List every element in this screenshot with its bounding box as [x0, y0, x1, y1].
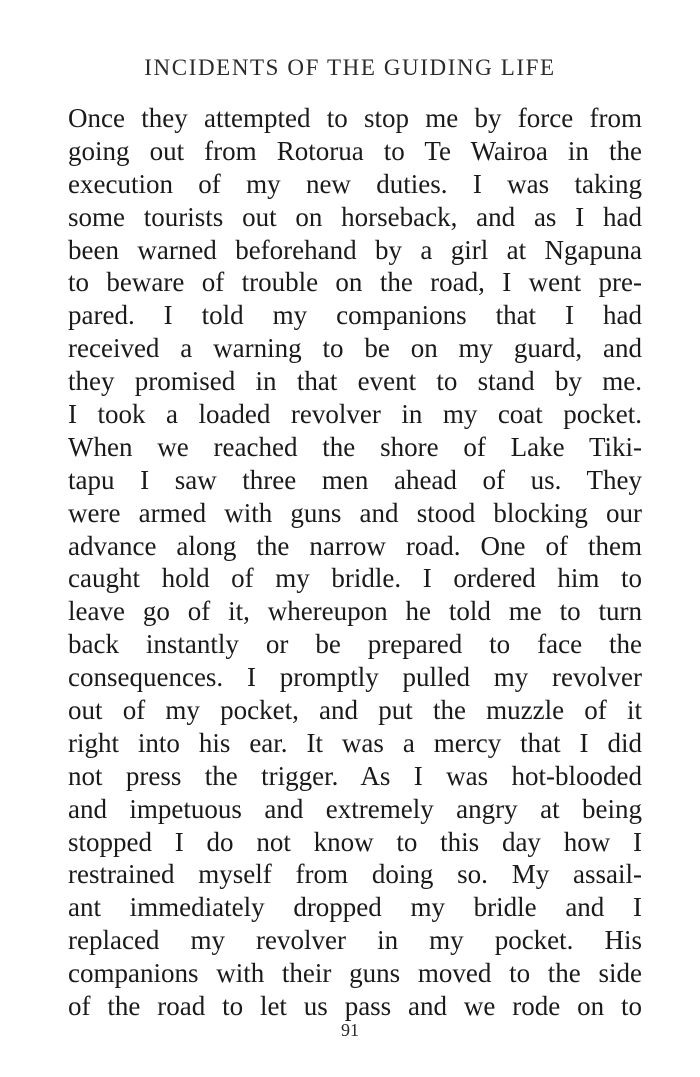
- text-line: When we reached the shore of Lake Tiki-: [68, 431, 642, 462]
- text-line: I took a loaded revolver in my coat pocket.: [68, 399, 642, 430]
- text-line: restrained myself from doing so. My assail-: [68, 859, 642, 890]
- text-line: caught hold of my bridle. I ordered him to: [68, 563, 642, 594]
- text-line: advance along the narrow road. One of them: [68, 530, 642, 561]
- text-line: going out from Rotorua to Te Wairoa in the: [68, 135, 642, 166]
- text-line: of the road to let us pass and we rode on to: [68, 991, 642, 1022]
- page-number: 91: [341, 1020, 359, 1040]
- running-head: INCIDENTS OF THE GUIDING LIFE: [144, 55, 556, 80]
- text-line: tapu I saw three men ahead of us. They: [68, 464, 642, 495]
- body-text: [68, 102, 642, 1023]
- text-line: Once they attempted to stop me by force from: [68, 103, 642, 133]
- text-line: replaced my revolver in my pocket. His: [68, 925, 642, 956]
- text-line: and impetuous and extremely angry at being: [68, 793, 642, 824]
- text-line: some tourists out on horseback, and as I had: [68, 201, 642, 232]
- text-line: companions with their guns moved to the side: [68, 958, 642, 989]
- text-line: leave go of it, whereupon he told me to turn: [68, 596, 642, 627]
- text-line: to beware of trouble on the road, I went pre-: [68, 267, 642, 298]
- text-line: execution of my new duties. I was taking: [68, 168, 642, 199]
- text-line: right into his ear. It was a mercy that I did: [68, 727, 642, 758]
- text-line: not press the trigger. As I was hot-blooded: [68, 760, 642, 791]
- text-line: they promised in that event to stand by me.: [68, 366, 642, 397]
- text-line: out of my pocket, and put the muzzle of it: [68, 695, 642, 726]
- text-line: back instantly or be prepared to face the: [68, 629, 642, 660]
- text-line: been warned beforehand by a girl at Ngapuna: [68, 234, 642, 265]
- text-line: were armed with guns and stood blocking our: [68, 497, 642, 528]
- text-line: consequences. I promptly pulled my revolver: [68, 662, 642, 693]
- text-line: ant immediately dropped my bridle and I: [68, 892, 642, 923]
- text-line: received a warning to be on my guard, and: [68, 333, 642, 364]
- text-line: stopped I do not know to this day how I: [68, 826, 642, 857]
- text-line: pared. I told my companions that I had: [68, 300, 642, 331]
